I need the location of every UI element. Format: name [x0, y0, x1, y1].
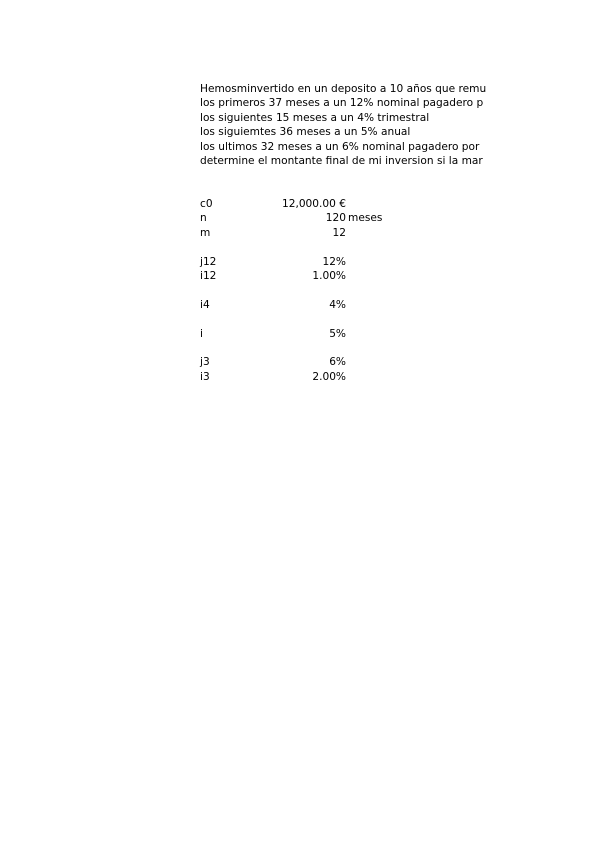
row-i	[200, 327, 460, 341]
label-n: n	[200, 212, 207, 225]
value-i12: 1.00%	[312, 269, 346, 282]
label-i: i	[200, 327, 203, 340]
row-j3	[200, 355, 460, 369]
label-i3: i3	[200, 370, 210, 383]
value-i: 5%	[329, 327, 346, 340]
label-i12: i12	[200, 269, 217, 282]
value-i4: 4%	[329, 298, 346, 311]
unit-n: meses	[348, 212, 383, 225]
row-i12	[200, 269, 460, 283]
problem-line: determine el montante final de mi inversion si la mar	[200, 154, 483, 167]
empty-row	[200, 341, 460, 355]
value-n: 120	[325, 212, 346, 225]
problem-line: Hemosminvertido en un deposito a 10 años que remu	[200, 83, 487, 95]
empty-row	[200, 283, 460, 297]
value-j3: 6%	[329, 356, 346, 369]
value-m: 12	[332, 226, 346, 239]
empty-row	[200, 240, 460, 254]
problem-statement	[200, 82, 497, 168]
value-c0: 12,000.00 €	[281, 198, 346, 210]
row-i3	[200, 370, 460, 384]
problem-line: los ultimos 32 meses a un 6% nominal pagadero por	[200, 140, 480, 153]
row-n	[200, 211, 460, 225]
problem-line: los siguientes 15 meses a un 4% trimestral	[200, 111, 430, 124]
row-c0	[200, 197, 460, 211]
problem-line: los siguiemtes 36 meses a un 5% anual	[200, 126, 411, 139]
label-c0: c0	[200, 198, 213, 210]
value-i3: 2.00%	[312, 370, 346, 383]
value-j12: 12%	[322, 255, 346, 268]
row-m	[200, 226, 460, 240]
row-j12	[200, 255, 460, 269]
problem-line: los primeros 37 meses a un 12% nominal pagadero p	[200, 97, 484, 110]
label-j3: j3	[200, 356, 210, 369]
label-j12: j12	[200, 255, 217, 268]
empty-row	[200, 312, 460, 326]
variables-table	[200, 197, 460, 384]
row-i4	[200, 298, 460, 312]
label-i4: i4	[200, 298, 210, 311]
label-m: m	[200, 226, 211, 239]
